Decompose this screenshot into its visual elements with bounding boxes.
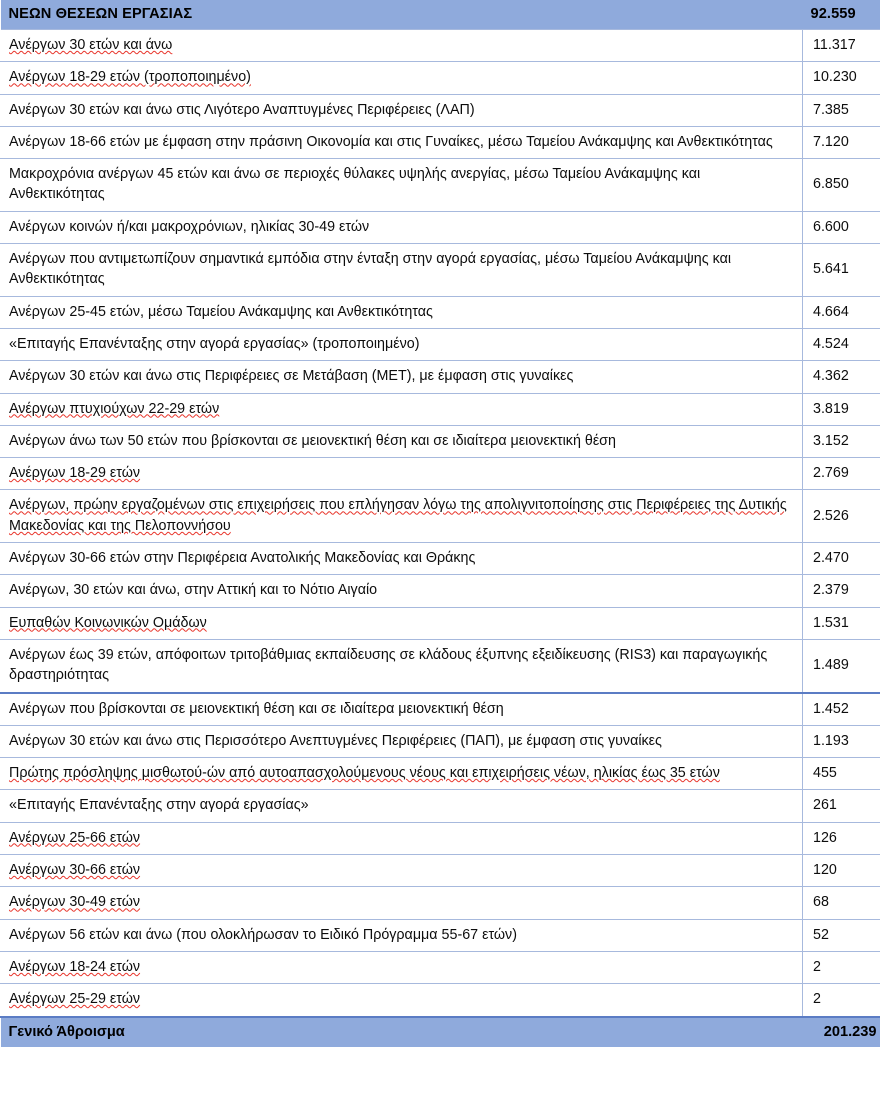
- row-value: 1.489: [803, 639, 880, 692]
- table-row: [1, 490, 880, 543]
- table-row: [1, 126, 880, 158]
- row-label: Ανέργων 30-66 ετών στην Περιφέρεια Ανατολικής Μακεδονίας και Θράκης: [1, 543, 803, 575]
- table-row: [1, 607, 880, 639]
- row-value: 2: [803, 951, 880, 983]
- table-head: [1, 0, 880, 30]
- grand-total-row: [1, 1017, 880, 1047]
- row-label: Ανέργων πτυχιούχων 22-29 ετών: [1, 393, 803, 425]
- row-label: Ανέργων, 30 ετών και άνω, στην Αττική και το Νότιο Αιγαίο: [1, 575, 803, 607]
- row-label: Ανέργων που βρίσκονται σε μειονεκτική θέση και σε ιδιαίτερα μειονεκτική θέση: [1, 693, 803, 726]
- table-header-row: [1, 0, 880, 30]
- row-value: 5.641: [803, 244, 880, 297]
- row-value: 2.470: [803, 543, 880, 575]
- row-value: 2: [803, 984, 880, 1017]
- table-row: [1, 639, 880, 692]
- row-label: Ανέργων 18-29 ετών (τροποποιημένο): [1, 62, 803, 94]
- row-value: 1.531: [803, 607, 880, 639]
- row-value: 2.769: [803, 458, 880, 490]
- row-value: 2.526: [803, 490, 880, 543]
- row-label: Ανέργων που αντιμετωπίζουν σημαντικά εμπόδια στην ένταξη στην αγορά εργασίας, μέσω Ταμείου Ανάκαμψης και Ανθεκτικότητας: [1, 244, 803, 297]
- row-value: 126: [803, 822, 880, 854]
- row-label: Ανέργων έως 39 ετών, απόφοιτων τριτοβάθμιας εκπαίδευσης σε κλάδους έξυπνης εξειδίκευσης (RIS3) και παραγωγικής δραστηριότητας: [1, 639, 803, 692]
- table-row: [1, 984, 880, 1017]
- header-category-total: 92.559: [803, 0, 880, 30]
- row-label: «Επιταγής Επανένταξης στην αγορά εργασίας»: [1, 790, 803, 822]
- row-value: 68: [803, 887, 880, 919]
- row-label: Ανέργων 25-29 ετών: [1, 984, 803, 1017]
- table-row: [1, 543, 880, 575]
- row-label: Ανέργων κοινών ή/και μακροχρόνιων, ηλικίας 30-49 ετών: [1, 211, 803, 243]
- table-row: [1, 855, 880, 887]
- row-value: 2.379: [803, 575, 880, 607]
- row-label: Ανέργων, πρώην εργαζομένων στις επιχειρήσεις που επλήγησαν λόγω της απολιγνιτοποίησης στις Περιφέρειες της Δυτικής Μακεδονίας και της Πελοποννήσου: [1, 490, 803, 543]
- table-row: [1, 951, 880, 983]
- row-label: Ανέργων 56 ετών και άνω (που ολοκλήρωσαν το Ειδικό Πρόγραμμα 55-67 ετών): [1, 919, 803, 951]
- row-label: Ανέργων 30 ετών και άνω στις Περιφέρειες σε Μετάβαση (ΜΕΤ), με έμφαση στις γυναίκες: [1, 361, 803, 393]
- row-label: Ανέργων 30-49 ετών: [1, 887, 803, 919]
- row-value: 120: [803, 855, 880, 887]
- table-row: [1, 822, 880, 854]
- table-row: [1, 30, 880, 62]
- row-value: 52: [803, 919, 880, 951]
- row-value: 6.600: [803, 211, 880, 243]
- row-value: 6.850: [803, 159, 880, 212]
- row-value: 4.362: [803, 361, 880, 393]
- row-label: Ανέργων 18-29 ετών: [1, 458, 803, 490]
- table-row: [1, 361, 880, 393]
- row-label: Ανέργων 25-66 ετών: [1, 822, 803, 854]
- table-row: [1, 693, 880, 726]
- row-label: Πρώτης πρόσληψης μισθωτού-ών από αυτοαπασχολούμενους νέους και επιχειρήσεις νέων, ηλικίας έως 35 ετών: [1, 758, 803, 790]
- row-value: 3.819: [803, 393, 880, 425]
- row-value: 4.524: [803, 328, 880, 360]
- grand-total-label: Γενικό Άθροισμα: [1, 1017, 803, 1047]
- row-value: 4.664: [803, 296, 880, 328]
- row-value: 7.385: [803, 94, 880, 126]
- table-row: [1, 296, 880, 328]
- row-value: 455: [803, 758, 880, 790]
- row-label: Μακροχρόνια ανέργων 45 ετών και άνω σε περιοχές θύλακες υψηλής ανεργίας, μέσω Ταμείου Ανάκαμψης και Ανθεκτικότητας: [1, 159, 803, 212]
- row-label: «Επιταγής Επανένταξης στην αγορά εργασίας» (τροποποιημένο): [1, 328, 803, 360]
- table-row: [1, 159, 880, 212]
- table-row: [1, 887, 880, 919]
- table-body: [1, 30, 880, 1017]
- row-value: 1.452: [803, 693, 880, 726]
- row-label: Ανέργων 30 ετών και άνω στις Λιγότερο Αναπτυγμένες Περιφέρειες (ΛΑΠ): [1, 94, 803, 126]
- table-row: [1, 328, 880, 360]
- header-category-label: ΝΕΩΝ ΘΕΣΕΩΝ ΕΡΓΑΣΙΑΣ: [1, 0, 803, 30]
- table-row: [1, 919, 880, 951]
- row-value: 1.193: [803, 725, 880, 757]
- row-label: Ευπαθών Κοινωνικών Ομάδων: [1, 607, 803, 639]
- table-row: [1, 94, 880, 126]
- row-label: Ανέργων 30-66 ετών: [1, 855, 803, 887]
- table-foot: [1, 1017, 880, 1047]
- row-value: 11.317: [803, 30, 880, 62]
- row-label: Ανέργων 18-24 ετών: [1, 951, 803, 983]
- row-label: Ανέργων 25-45 ετών, μέσω Ταμείου Ανάκαμψης και Ανθεκτικότητας: [1, 296, 803, 328]
- table-row: [1, 393, 880, 425]
- row-value: 261: [803, 790, 880, 822]
- row-value: 10.230: [803, 62, 880, 94]
- table-row: [1, 458, 880, 490]
- row-label: Ανέργων 18-66 ετών με έμφαση στην πράσινη Οικονομία και στις Γυναίκες, μέσω Ταμείου Ανάκαμψης και Ανθεκτικότητας: [1, 126, 803, 158]
- table-row: [1, 211, 880, 243]
- row-label: Ανέργων 30 ετών και άνω: [1, 30, 803, 62]
- table-row: [1, 790, 880, 822]
- table-row: [1, 244, 880, 297]
- table-row: [1, 425, 880, 457]
- row-value: 7.120: [803, 126, 880, 158]
- grand-total-value: 201.239: [803, 1017, 880, 1047]
- table-row: [1, 575, 880, 607]
- row-label: Ανέργων άνω των 50 ετών που βρίσκονται σε μειονεκτική θέση και σε ιδιαίτερα μειονεκτική θέση: [1, 425, 803, 457]
- row-label: Ανέργων 30 ετών και άνω στις Περισσότερο Ανεπτυγμένες Περιφέρειες (ΠΑΠ), με έμφαση στις γυναίκες: [1, 725, 803, 757]
- table-row: [1, 725, 880, 757]
- table-row: [1, 758, 880, 790]
- table-row: [1, 62, 880, 94]
- row-value: 3.152: [803, 425, 880, 457]
